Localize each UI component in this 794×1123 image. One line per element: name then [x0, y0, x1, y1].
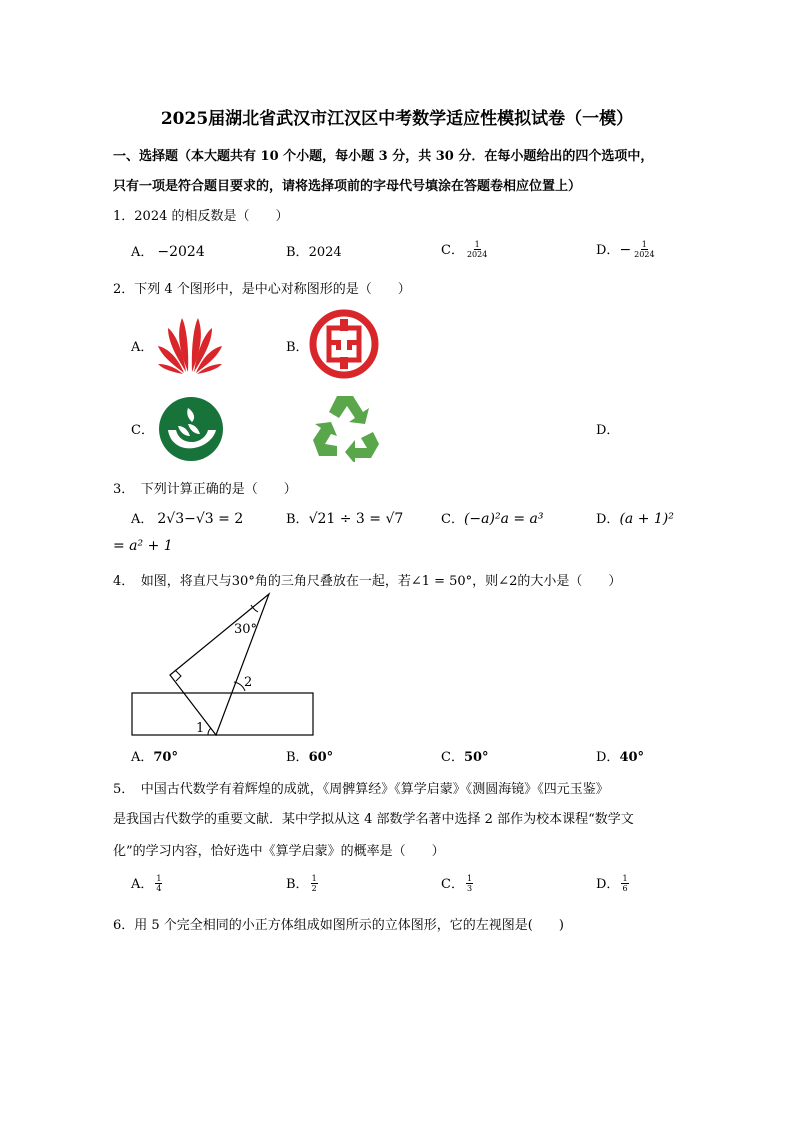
q1-b-value: 2024	[308, 245, 342, 260]
option-label: C．	[441, 750, 464, 765]
page-title: 2025届湖北省武汉市江汉区中考数学适应性模拟试卷（一模）	[160, 109, 634, 129]
option-label: A．	[131, 750, 154, 765]
option-label: C．	[441, 512, 464, 527]
q5-option-c[interactable]	[441, 873, 473, 893]
q4-b-value: 60°	[308, 750, 334, 765]
recycle-logo-icon	[309, 392, 381, 462]
q4-option-a[interactable]	[131, 746, 178, 765]
q3-stem: 3． 下列计算正确的是（ ）	[113, 482, 297, 497]
q1-option-c[interactable]	[441, 239, 488, 259]
q1-stem: 1．2024 的相反数是（ ）	[113, 209, 289, 224]
q4-option-c[interactable]	[441, 746, 489, 765]
option-label: D．	[596, 877, 620, 892]
option-label: A．	[131, 245, 154, 260]
q2-option-d-label[interactable]: D．	[596, 423, 620, 438]
q4-angle1-label: 1	[196, 721, 205, 736]
q2-stem: 2．下列 4 个图形中，是中心对称图形的是（ ）	[113, 282, 411, 297]
option-label: D．	[596, 750, 620, 765]
option-label: B．	[286, 750, 309, 765]
q3-option-b[interactable]	[286, 508, 403, 527]
option-label: A．	[131, 877, 154, 892]
q3-d-expr: (a + 1)²	[619, 511, 674, 527]
option-label: D．	[596, 512, 620, 527]
q3-b-expr: √21 ÷ 3 = √7	[308, 511, 404, 527]
q4-angle30-label: 30°	[234, 622, 258, 637]
huawei-logo-icon	[156, 312, 224, 374]
option-label: B．	[286, 877, 309, 892]
q5-stem-line1: 5． 中国古代数学有着辉煌的成就，《周髀算经》《算学启蒙》《测圆海镜》《四元玉鉴》	[113, 782, 609, 797]
option-label: C．	[441, 877, 464, 892]
q3-option-d[interactable]	[596, 508, 674, 527]
q5-a-fraction: $\frac{1}{4}$	[156, 874, 162, 893]
section-heading-line2: 只有一项是符合题目要求的，请将选择项前的字母代号填涂在答题卷相应位置上）	[113, 179, 582, 194]
q5-option-a[interactable]	[131, 873, 162, 893]
q4-angle2-label: 2	[244, 675, 253, 690]
q4-option-b[interactable]	[286, 746, 333, 765]
q3-option-c[interactable]	[441, 508, 544, 527]
icbc-logo-icon	[309, 309, 379, 379]
q3-c-expr: (−a)²a = a³	[463, 511, 544, 527]
q4-option-d[interactable]	[596, 746, 644, 765]
q3-option-a[interactable]	[131, 508, 243, 527]
q2-option-b-label[interactable]: B．	[286, 340, 309, 355]
q4-a-value: 70°	[153, 750, 178, 765]
q5-stem-line3: 化”的学习内容，恰好选中《算学启蒙》的概率是（ ）	[113, 844, 445, 859]
q5-d-fraction: $\frac{1}{6}$	[622, 874, 628, 893]
q5-stem-line2: 是我国古代数学的重要文献．某中学拟从这 4 部数学名著中选择 2 部作为校本课程“数学文	[113, 812, 634, 827]
q2-option-c-label[interactable]: C．	[131, 423, 154, 438]
section-heading-line1: 一、选择题（本大题共有 10 个小题，每小题 3 分，共 30 分．在每小题给出的四个选项中，	[113, 149, 654, 164]
q1-c-fraction: $\frac{1}{2024}$	[466, 240, 488, 259]
q1-a-value: −2024	[157, 244, 205, 260]
q6-stem: 6．用 5 个完全相同的小正方体组成如图所示的立体图形，它的左视图是( )	[113, 918, 564, 933]
q5-option-b[interactable]	[286, 873, 318, 893]
q4-ruler-triangle-figure	[128, 590, 320, 740]
q5-c-fraction: $\frac{1}{3}$	[466, 874, 473, 893]
q4-d-value: 40°	[619, 750, 645, 765]
q5-option-d[interactable]	[596, 873, 629, 893]
option-label: B．	[286, 512, 309, 527]
q2-option-a-label[interactable]: A．	[131, 340, 154, 355]
q5-b-fraction: $\frac{1}{2}$	[311, 874, 317, 893]
option-label: C．	[441, 243, 464, 258]
q3-a-expr: 2√3−√3 = 2	[157, 511, 244, 527]
q4-c-value: 50°	[463, 750, 489, 765]
q1-option-a[interactable]	[131, 241, 205, 260]
q1-option-b[interactable]	[286, 241, 342, 260]
q1-option-d[interactable]	[596, 239, 656, 259]
green-circle-logo-icon	[158, 396, 224, 462]
q4-stem: 4． 如图，将直尺与30°角的三角尺叠放在一起，若∠1 = 50°，则∠2的大小是（ ）	[113, 574, 622, 589]
q1-d-fraction: $\frac{1}{2024}$	[634, 240, 655, 259]
option-label: A．	[131, 512, 154, 527]
q1-d-sign: −	[619, 242, 632, 258]
option-label: B．	[286, 245, 309, 260]
q3-d-continuation: = a² + 1	[113, 538, 173, 554]
option-label: D．	[596, 243, 620, 258]
